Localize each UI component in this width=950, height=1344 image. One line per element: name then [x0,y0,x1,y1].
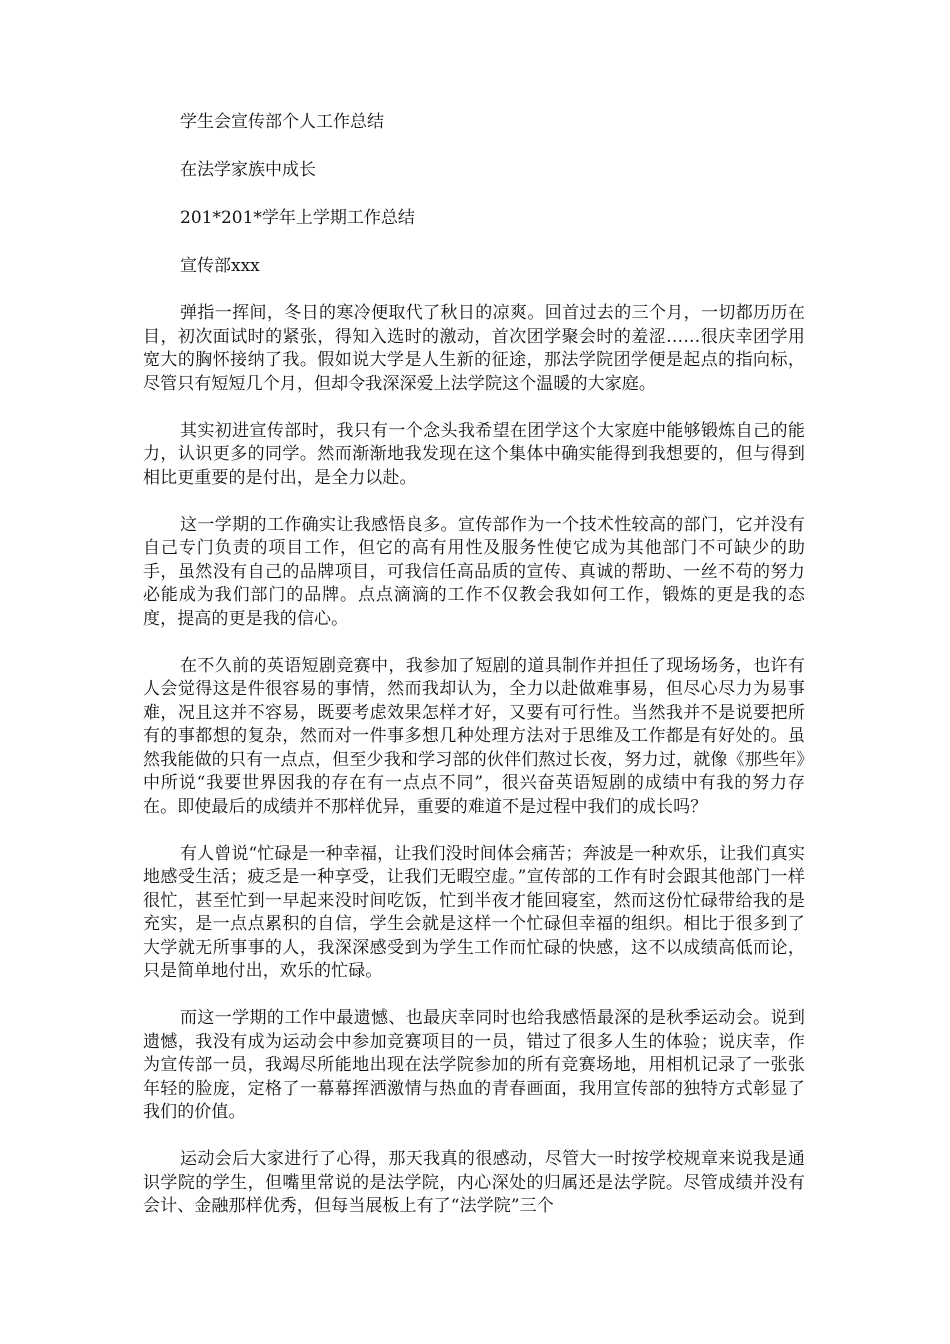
document-author-line: 宣传部xxx [180,256,260,276]
body-paragraph: 而这一学期的工作中最遗憾、也最庆幸同时也给我感悟最深的是秋季运动会。说到遗憾，我没有成为运动会中参加竞赛项目的一员，错过了很多人生的体验；说庆幸，作为宣传部一员，我竭尽所能地出现在法学院参加的所有竞赛场地，用相机记录了一张张年轻的脸庞，定格了一幕幕挥洒激情与热血的青春画面，我用宣传部的独特方式彰显了我们的价值。 [143,1008,805,1122]
body-paragraph: 运动会后大家进行了心得，那天我真的很感动，尽管大一时按学校规章来说我是通识学院的学生，但嘴里常说的是法学院，内心深处的归属还是法学院。尽管成绩并没有会计、金融那样优秀，但每当展板上有了“法学院”三个 [143,1149,805,1216]
document-term-line: 201*201*学年上学期工作总结 [180,208,415,228]
document-page [143,110,805,1219]
body-paragraph: 这一学期的工作确实让我感悟良多。宣传部作为一个技术性较高的部门，它并没有自己专门负责的项目工作，但它的高有用性及服务性使它成为其他部门不可缺少的助手，虽然没有自己的品牌项目，可我信任高品质的宣传、真诚的帮助、一丝不苟的努力必能成为我们部门的品牌。点点滴滴的工作不仅教会我如何工作，锻炼的更是我的态度，提高的更是我的信心。 [143,514,805,629]
body-paragraph: 在不久前的英语短剧竞赛中，我参加了短剧的道具制作并担任了现场场务，也许有人会觉得这是件很容易的事情，然而我却认为，全力以赴做难事易，但尽心尽力为易事难，况且这并不容易，既要考虑效果怎样才好，又要有可行性。当然我并不是说要把所有的事都想的复杂，然而对一件事多想几种处理方法对于思维及工作都是有好处的。虽然我能做的只有一点点，但至少我和学习部的伙伴们熬过长夜，努力过，就像《那些年》中所说“我要世界因我的存在有一点点不同”，很兴奋英语短剧的成绩中有我的努力存在。即使最后的成绩并不那样优异，重要的难道不是过程中我们的成长吗？ [143,655,805,817]
body-paragraph: 其实初进宣传部时，我只有一个念头我希望在团学这个大家庭中能够锻炼自己的能力，认识更多的同学。然而渐渐地我发现在这个集体中确实能得到我想要的，但与得到相比更重要的是付出，是全力以赴。 [143,420,805,488]
document-subtitle: 在法学家族中成长 [180,160,316,180]
document-title: 学生会宣传部个人工作总结 [180,112,384,132]
body-paragraph: 弹指一挥间，冬日的寒冷便取代了秋日的凉爽。回首过去的三个月，一切都历历在目，初次面试时的紧张，得知入选时的激动，首次团学聚会时的羞涩……很庆幸团学用宽大的胸怀接纳了我。假如说大学是人生新的征途，那法学院团学便是起点的指向标，尽管只有短短几个月，但却令我深深爱上法学院这个温暖的大家庭。 [143,303,805,394]
body-paragraph: 有人曾说“忙碌是一种幸福，让我们没时间体会痛苦；奔波是一种欢乐，让我们真实地感受生活；疲乏是一种享受，让我们无暇空虚。”宣传部的工作有时会跟其他部门一样很忙，甚至忙到一早起来没时间吃饭，忙到半夜才能回寝室，然而这份忙碌带给我的是充实，是一点点累积的自信，学生会就是这样一个忙碌但幸福的组织。相比于很多到了大学就无所事事的人，我深深感受到为学生工作而忙碌的快感，这不以成绩高低而论，只是简单地付出，欢乐的忙碌。 [143,843,805,981]
